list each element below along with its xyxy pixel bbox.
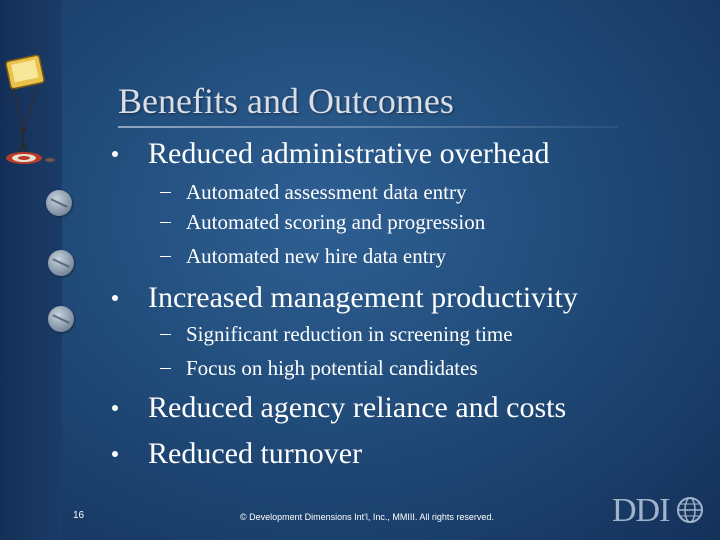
- decorative-bubble: [46, 190, 72, 216]
- sub-bullet-text: Focus on high potential candidates: [186, 356, 478, 380]
- sub-bullet-text: Automated assessment data entry: [186, 180, 467, 204]
- copyright-footer: © Development Dimensions Int'l, Inc., MMIII. All rights reserved.: [240, 512, 494, 522]
- bullet-dot-icon: [112, 405, 118, 411]
- sub-bullet-text: Significant reduction in screening time: [186, 322, 513, 346]
- page-number: 16: [73, 510, 85, 521]
- decorative-bubble: [48, 306, 74, 332]
- dash-icon: [160, 256, 171, 257]
- sub-bullet-text: Automated scoring and progression: [186, 210, 486, 234]
- sub-bullet-text: Automated new hire data entry: [186, 244, 447, 268]
- parachute-computer-illustration: [0, 40, 62, 180]
- bullet-dot-icon: [112, 151, 118, 157]
- title-underline: [118, 126, 618, 128]
- bullet-dot-icon: [112, 451, 118, 457]
- dash-icon: [160, 192, 171, 193]
- bullet-text: Reduced administrative overhead: [148, 137, 550, 170]
- bullet-text: Reduced agency reliance and costs: [148, 391, 567, 424]
- bullet-text: Reduced turnover: [148, 437, 363, 470]
- bullet-text: Increased management productivity: [148, 281, 578, 314]
- dash-icon: [160, 222, 171, 223]
- dash-icon: [160, 368, 171, 369]
- decorative-bubble: [48, 250, 74, 276]
- slide-title: Benefits and Outcomes: [118, 81, 454, 121]
- bullet-dot-icon: [112, 295, 118, 301]
- ddi-logo: DDI: [612, 492, 670, 529]
- dash-icon: [160, 334, 171, 335]
- globe-icon: [676, 496, 704, 524]
